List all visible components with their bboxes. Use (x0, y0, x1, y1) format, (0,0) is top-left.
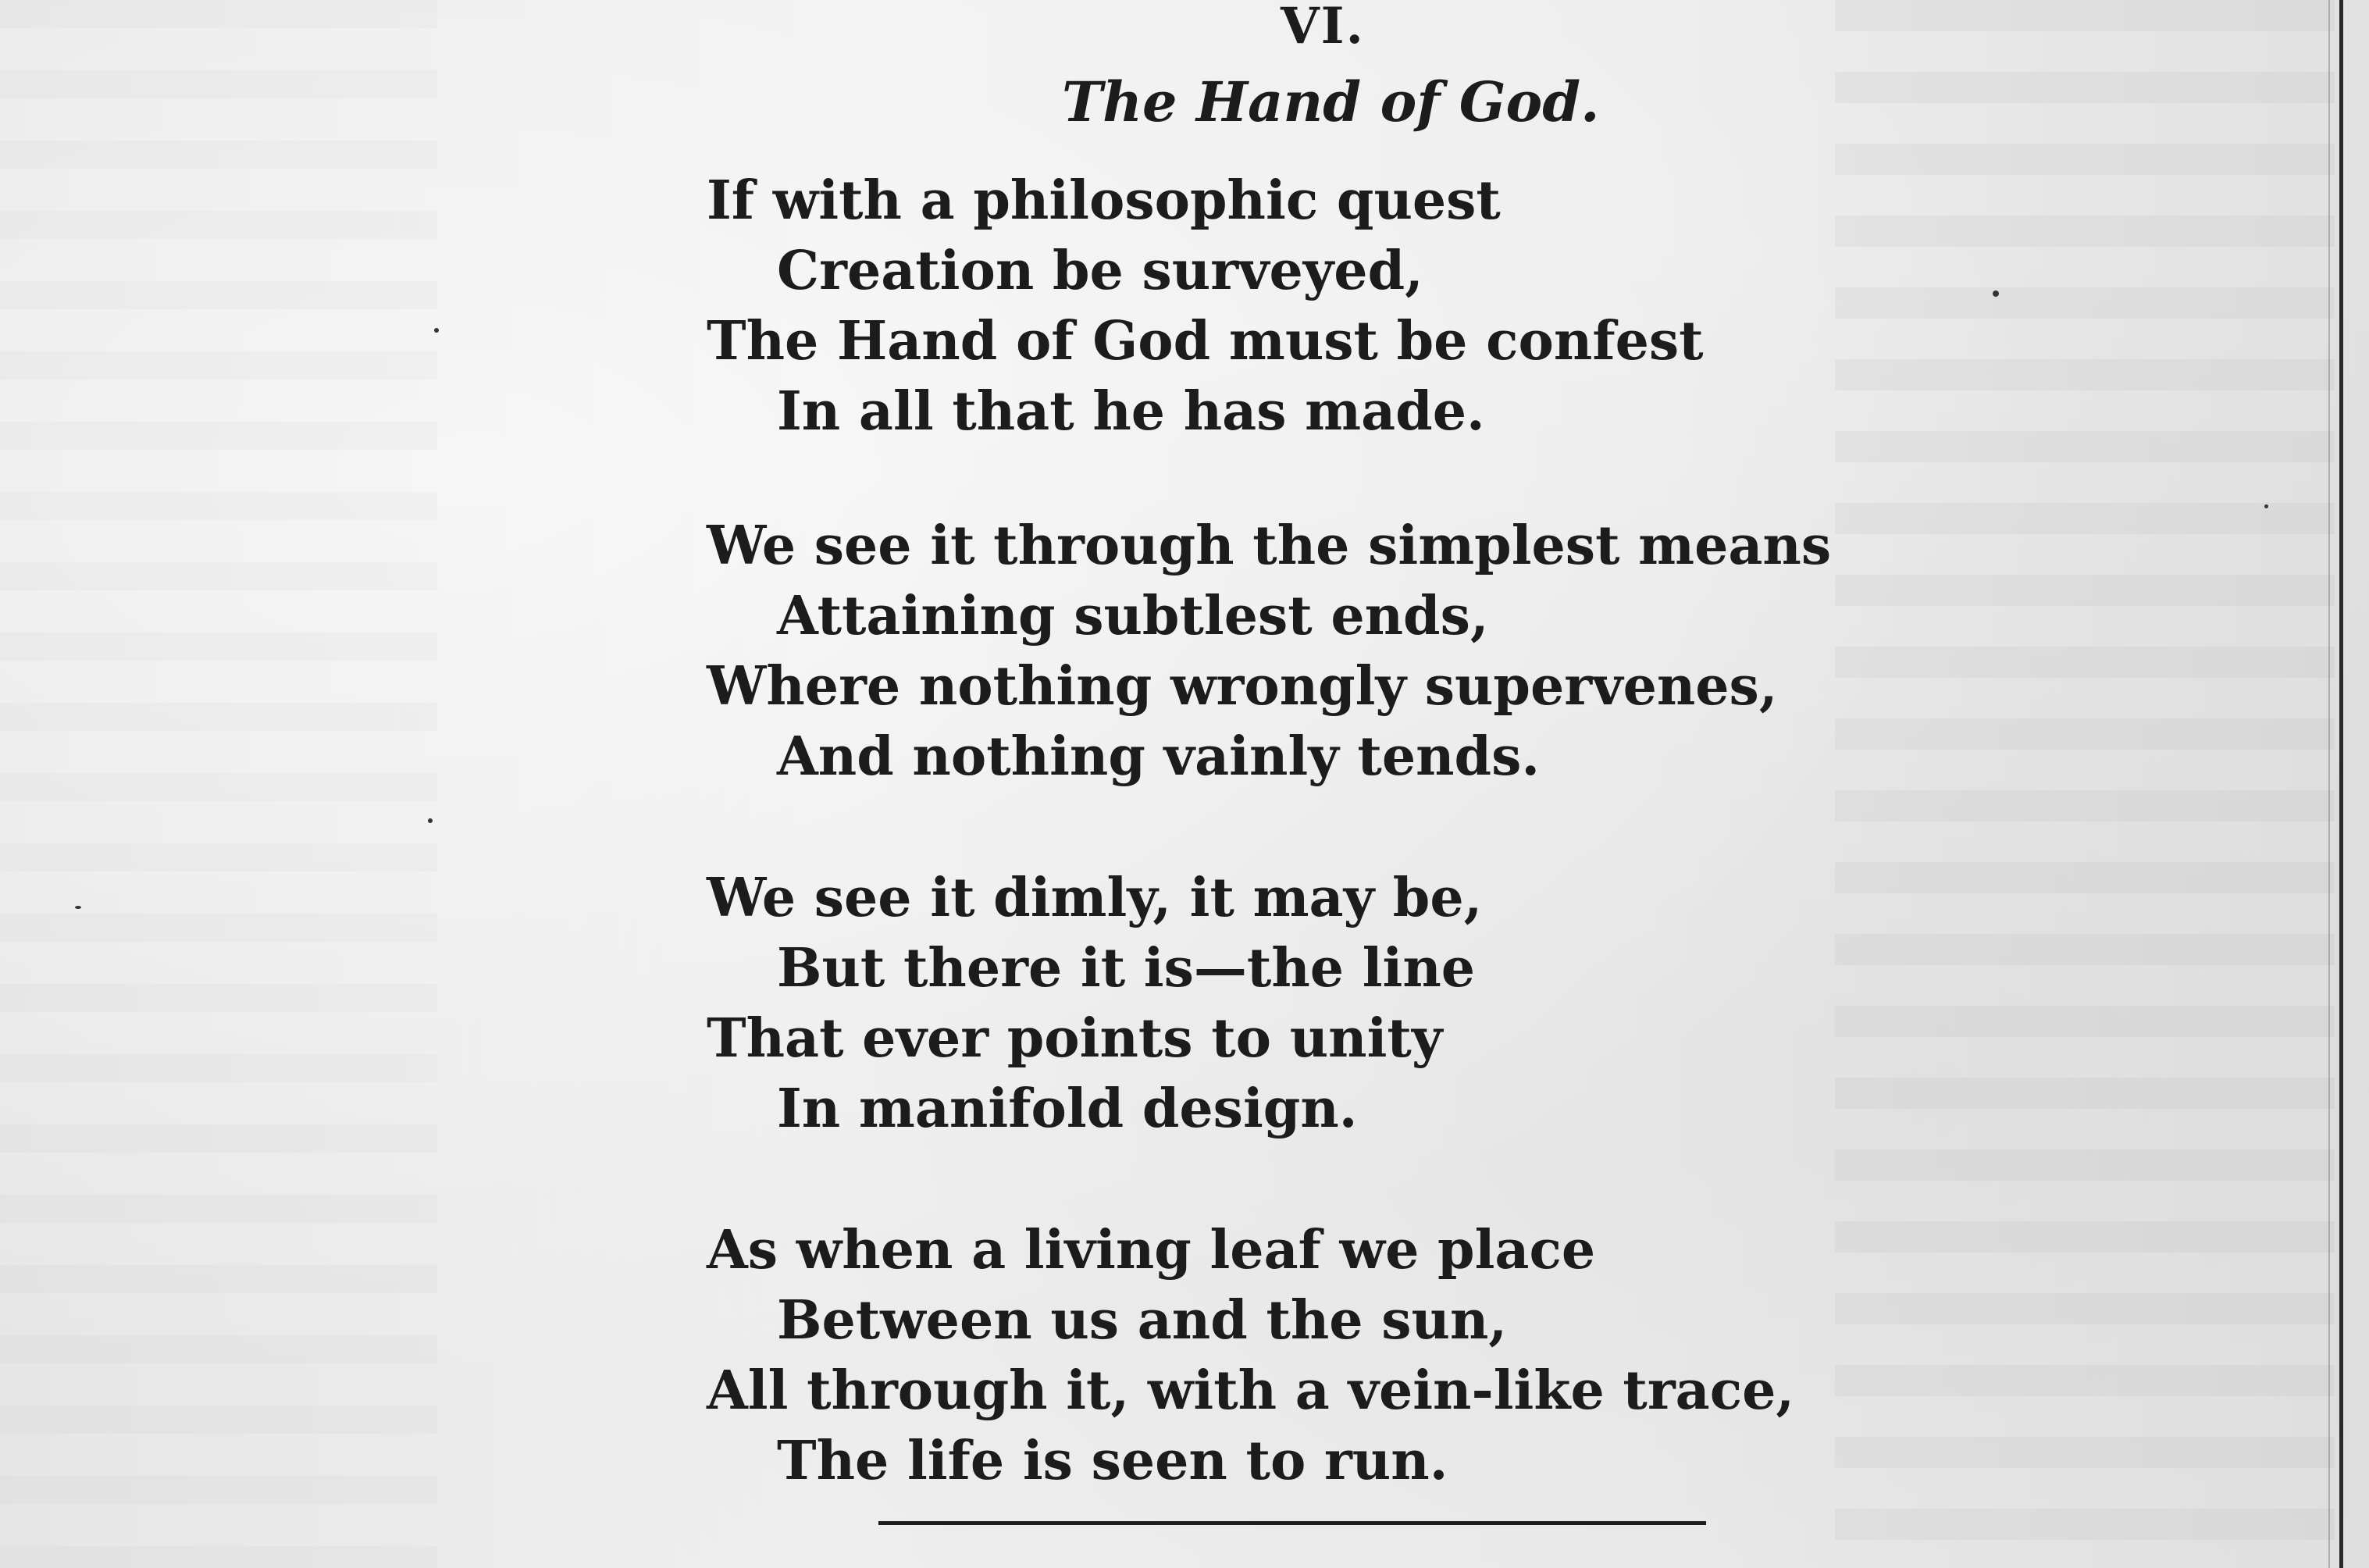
stanza-3 (707, 863, 1925, 1144)
poem-line: If with a philosophic quest (707, 169, 1501, 232)
poem-line: The life is seen to run. (777, 1430, 1448, 1492)
poem-line: In all that he has made. (777, 380, 1485, 443)
poem-line: Creation be surveyed, (777, 240, 1423, 302)
poem-line: We see it through the simplest means (707, 515, 1832, 577)
poem-line: Attaining subtlest ends, (777, 585, 1489, 647)
poem-line: And nothing vainly tends. (777, 725, 1541, 788)
stanza-2 (707, 511, 1925, 792)
stanza-4 (707, 1215, 1925, 1496)
ink-speck (428, 818, 433, 823)
poem-title: The Hand of God. (1062, 69, 1600, 134)
ink-speck (434, 328, 439, 333)
poem-line: Between us and the sun, (777, 1289, 1508, 1352)
poem-line: Where nothing wrongly supervenes, (707, 655, 1778, 718)
poem-line: As when a living leaf we place (707, 1219, 1596, 1281)
closing-rule (878, 1521, 1706, 1525)
poem-line: But there it is—the line (777, 937, 1476, 1000)
poem-line: That ever points to unity (707, 1007, 1443, 1070)
poem-line: The Hand of God must be confest (707, 310, 1704, 372)
ink-speck (75, 906, 81, 909)
bleed-through-texture-left (0, 0, 437, 1568)
ink-speck (2264, 504, 2268, 508)
column-rule-shadow (2328, 0, 2330, 1568)
poem-line: We see it dimly, it may be, (707, 867, 1483, 929)
stanza-1 (707, 166, 1925, 447)
poem-line: All through it, with a vein-like trace, (707, 1360, 1795, 1422)
section-numeral: VI. (1281, 0, 1365, 55)
poem-line: In manifold design. (777, 1078, 1358, 1140)
column-rule (2339, 0, 2343, 1568)
ink-speck (1993, 290, 1999, 297)
